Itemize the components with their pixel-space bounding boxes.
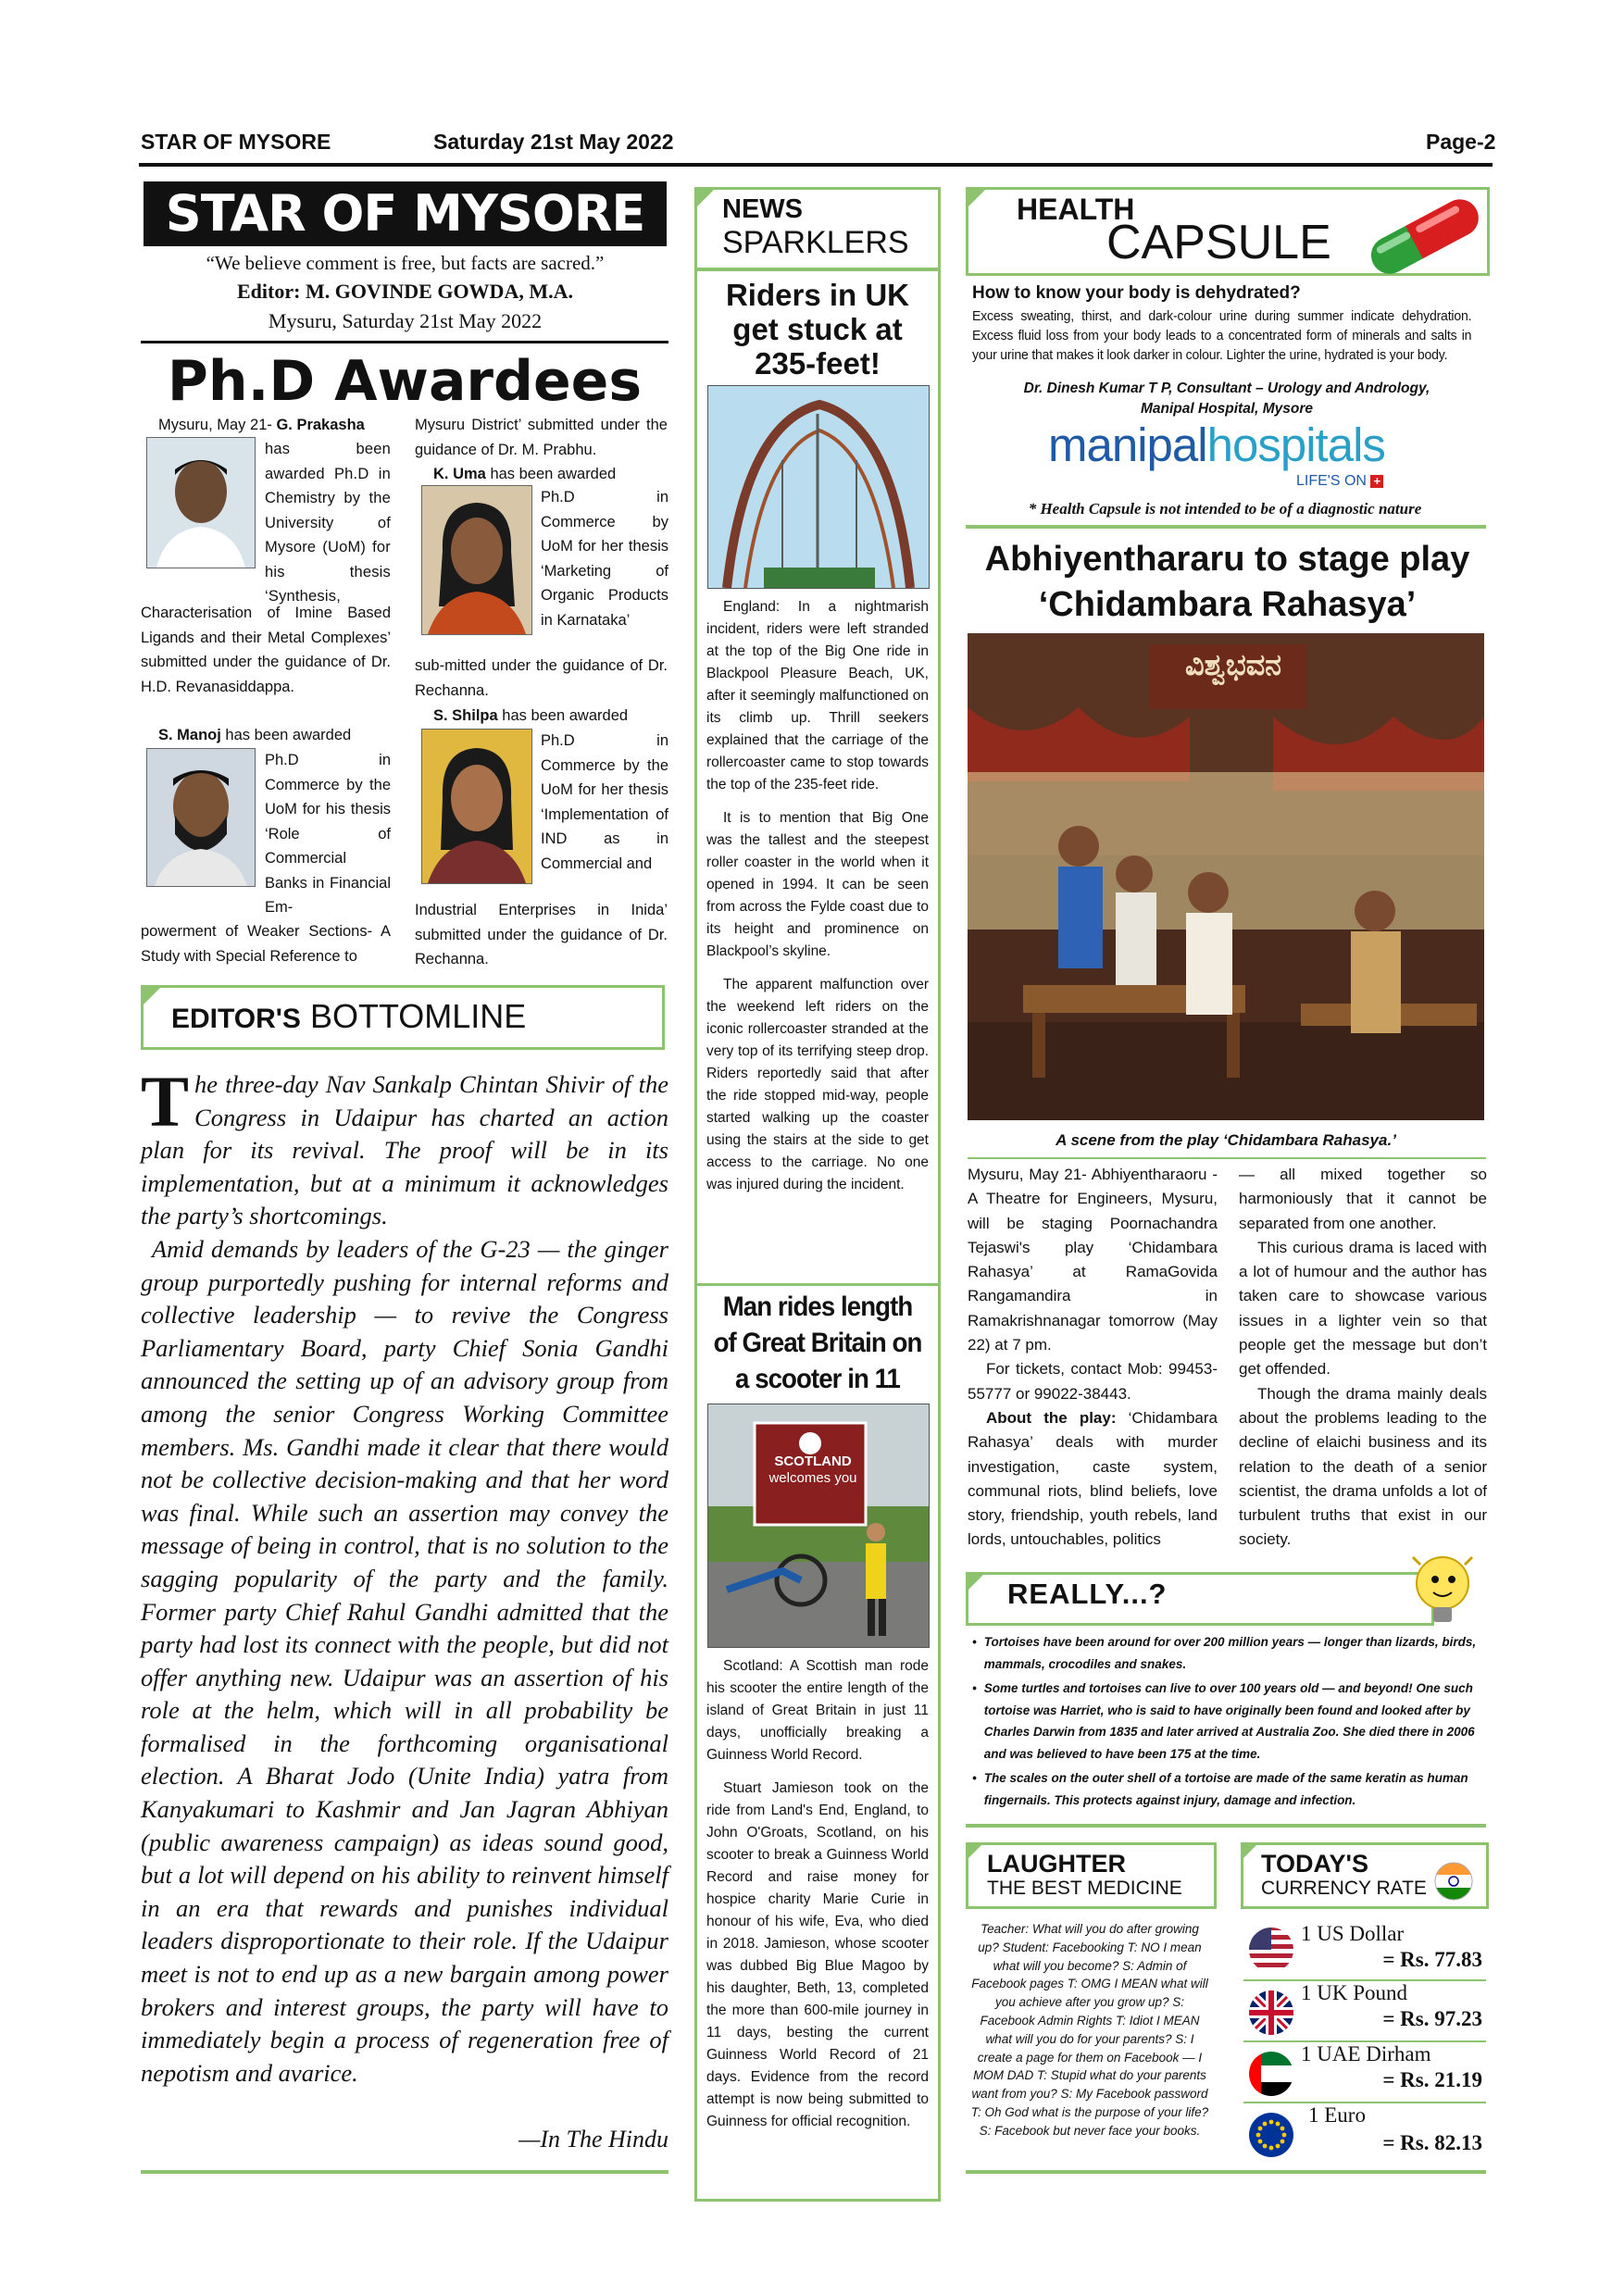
play-caption-rule xyxy=(968,1157,1486,1159)
phd-manoj-lead: S. Manoj has been awarded xyxy=(158,727,352,743)
currency-value: = Rs. 21.19 xyxy=(1382,2068,1482,2091)
phd-shilpa-wrap: Ph.D in Commerce by the UoM for her thesis ‘Implementation of IND as in Commercial and xyxy=(541,732,668,872)
currency-name: 1 US Dollar xyxy=(1301,1922,1405,1945)
really-list xyxy=(972,1631,1487,1811)
phd-uma-lead: K. Uma has been awarded xyxy=(433,466,617,482)
phd-prakasha-lead: Mysuru, May 21- G. Prakasha xyxy=(158,417,365,433)
news-corner xyxy=(694,187,717,209)
really-item: • Tortoises have been around for over 200 million years — longer than lizards, birds, mammals, crocodiles and snakes. xyxy=(972,1635,1477,1671)
play-photo xyxy=(968,633,1484,1120)
masthead-rule xyxy=(141,341,668,343)
news1-body xyxy=(706,596,929,1196)
currency-rates xyxy=(1243,1916,1486,2166)
phd-title: Ph.D Awardees xyxy=(167,349,643,414)
editorial-bottom-rule xyxy=(141,2170,668,2174)
editorial-label-bold: EDITOR'S xyxy=(171,1004,301,1034)
manipal-logo-part2: hospitals xyxy=(1206,418,1385,471)
phd-prakasha-wrap: has been awarded Ph.D in Chemistry by the University of Mysore (UoM) for his thesis ‘Synthesis, xyxy=(265,441,391,605)
play-col1-p3: About the play: ‘Chidambara Rahasya’ deals with murder investigation, caste system, communal riots, blind beliefs, love story, friendship, youth rebels, land lords, untouchables, politics xyxy=(968,1408,1218,1549)
play-col2-p3: Though the drama mainly deals about the problems leading to the decline of elaichi business and its relation to the death of a senior scientist, the drama unfolds a lot of turbulent truths that exist in our society. xyxy=(1239,1384,1487,1549)
editorial-p2: Amid demands by leaders of the G-23 — the ginger group purportedly pushing for internal reforms and collective leadership — to revive the Congress Parliamentary Board, party Chief Sonia Gandhi announced the setting up of an advisory group from among the senior Congress Working Committee members. Ms. Gandhi made it clear that there would not be collective decision-making and that her word was final. While such an assertion may convey the message of being in control, that is no solution to the sagging popularity of the party and the family. Former party Chief Rahul Gandhi admitted that the party had lost its connect with the people, but did not offer anything new. Udaipur was an assertion of his role at the helm, which will in all probability be formalised in the forthcoming organisational election. A Bharat Jodo (Unite India) yatra from Kanyakumari to Kashmir and Jan Jagran Abhiyan (public awareness campaign) as ideas sound good, but a lot will depend on his ability to reinvent himself in an era that rewards and punishes individual leaders disproportionate to their role. If the Udaipur meet is not to end up as a new bargain among power brokers and interest groups, the party will have to immediately begin a process of regeneration free of nepotism and avarice. xyxy=(141,1234,668,2087)
health-text: Excess sweating, thirst, and dark-colour urine during summer indicate dehydration. Excess fluid loss from your body leads to a concentrated form of minerals and salts in your urine that makes it look darker in colour. Lighter the urine, hydrated is your body. xyxy=(972,309,1472,363)
laughter-joke: Teacher: What will you do after growing up? Student: Facebooking T: NO I mean what will you become? S: Admin of Facebook pages T: OMG I MEAN what will you achieve after you grow up? S: Facebook Admin Rights T: Idiot I MEAN what will you do for your parents? S: I create a page for them on Facebook — I MOM DAD T: Stupid what do your parents want from you? S: My Facebook password T: Oh God what is the purpose of your life? S: Facebook but never face your books. xyxy=(970,1922,1209,2138)
play-headline-line1: Abhiyenthararu to stage play xyxy=(984,540,1470,579)
play-col1-p1: Mysuru, May 21- Abhiyentharaoru - A Theatre for Engineers, Mysuru, will be staging Poornachandra Tejaswi's play ‘Chidambara Rahasya’ at RamaGovida Rangamandira in Ramakrishnanagar tomorrow (May 22) at 7 pm. xyxy=(968,1166,1218,1354)
currency-label-light: CURRENCY RATE xyxy=(1261,1878,1427,1899)
phd-manoj-rest: powerment of Weaker Sections- A Study with Special Reference to xyxy=(141,923,391,965)
photo-prakasha xyxy=(146,437,256,568)
header-rule xyxy=(139,163,1493,167)
phd-shilpa-lead: S. Shilpa has been awarded xyxy=(433,707,629,724)
news-label-light: SPARKLERS xyxy=(722,225,909,260)
editorial-body xyxy=(141,1061,668,2090)
play-col2 xyxy=(1239,1163,1487,1553)
uae-flag-icon xyxy=(1247,2050,1295,2098)
editorial-corner xyxy=(141,985,163,1007)
paper-name: STAR OF MYSORE xyxy=(141,130,331,154)
health-question: How to know your body is dehydrated? xyxy=(972,283,1301,303)
health-bottom-rule xyxy=(966,525,1486,529)
play-caption: A scene from the play ‘Chidambara Rahasya.’ xyxy=(1056,1131,1396,1149)
news2-p1: Scotland: A Scottish man rode his scooter the entire length of the island of Great Britain in just 11 days, unofficially breaking a Guinness World Record. xyxy=(706,1658,929,1763)
play-headline-line2: ‘Chidambara Rahasya’ xyxy=(1038,585,1417,624)
news2-sign-line1: SCOTLAND xyxy=(774,1454,852,1469)
eu-flag-icon xyxy=(1247,2111,1295,2159)
play-col2-p1: — all mixed together so harmoniously that it cannot be separated from one another. xyxy=(1239,1166,1487,1232)
photo-shilpa xyxy=(421,729,532,884)
really-item: • The scales on the outer shell of a tortoise are made of the same keratin as human fingernails. This protects against injury, damage and infection. xyxy=(972,1771,1468,1807)
really-bottom-rule xyxy=(966,1824,1486,1828)
health-doctor-line1: Dr. Dinesh Kumar T P, Consultant – Urology and Andrology, xyxy=(1023,381,1430,396)
masthead-logo: STAR OF MYSORE xyxy=(144,181,667,246)
health-label-bold: HEALTH xyxy=(1017,193,1135,226)
currency-corner xyxy=(1241,1842,1259,1861)
news1-photo xyxy=(707,385,930,589)
phd-col1-intro xyxy=(141,413,391,438)
play-col1 xyxy=(968,1163,1218,1553)
currency-name: 1 Euro xyxy=(1308,2103,1366,2127)
news2-sign xyxy=(757,1454,868,1487)
uk-flag-icon xyxy=(1247,1989,1295,2037)
really-label: REALLY...? xyxy=(1007,1578,1168,1610)
currency-label-bold: TODAY'S xyxy=(1261,1850,1368,1878)
news1-headline: Riders in UK get stuck at 235-feet! xyxy=(725,278,910,381)
editorial-label-light: BOTTOMLINE xyxy=(309,997,527,1035)
manipal-tagline: LIFE'S ON + xyxy=(1296,473,1383,490)
page-number: Page-2 xyxy=(1426,130,1496,154)
currency-name: 1 UK Pound xyxy=(1301,1981,1408,2004)
phd-prakasha-rest: Characterisation of Imine Based Ligands and their Metal Complexes’ submitted under the guidance of Dr. H.D. Revanasiddappa. xyxy=(141,605,391,695)
news-divider xyxy=(697,1283,938,1286)
currency-row xyxy=(1243,1916,1486,1981)
manipal-logo-part1: manipal xyxy=(1048,418,1207,471)
news2-sign-line2: welcomes you xyxy=(768,1470,857,1486)
health-corner xyxy=(966,187,988,209)
laughter-corner xyxy=(966,1842,984,1861)
health-disclaimer: * Health Capsule is not intended to be of a diagnostic nature xyxy=(1028,500,1422,518)
currency-value: = Rs. 82.13 xyxy=(1382,2131,1482,2154)
editorial-credit: —In The Hindu xyxy=(518,2126,668,2152)
health-doctor-line2: Manipal Hospital, Mysore xyxy=(1140,401,1314,417)
currency-row xyxy=(1243,1981,1486,2042)
play-col1-p2: For tickets, contact Mob: 99453-55777 or 99022-38443. xyxy=(968,1360,1218,1403)
capsule-icon xyxy=(1354,191,1493,281)
phd-manoj-wrap: Ph.D in Commerce by the UoM for his thesis ‘Role of Commercial Banks in Financial Em- xyxy=(265,752,391,916)
news1-p2: It is to mention that Big One was the tallest and the steepest roller coaster in the world when it opened in 1994. It can be seen from across the Fylde coast due to its height and prominence on Blackpool’s skyline. xyxy=(706,810,929,959)
page-date: Saturday 21st May 2022 xyxy=(433,130,674,154)
phd-uma-wrap: Ph.D in Commerce by UoM for her thesis ‘Marketing of Organic Products in Karnataka’ xyxy=(541,489,668,629)
news1-p1: England: In a nightmarish incident, riders were left stranded at the top of the Big One ride in Blackpool Pleasure Beach, UK, after it seemingly malfunctioned on its climb up. Thrill seekers explained that the carriage of the rollercoaster came to stop towards the top of the 235-feet ride. xyxy=(706,599,929,792)
play-headline xyxy=(966,537,1489,628)
laughter-label-bold: LAUGHTER xyxy=(987,1850,1126,1878)
currency-name: 1 UAE Dirham xyxy=(1301,2042,1431,2065)
laughter-label-light: THE BEST MEDICINE xyxy=(987,1878,1182,1899)
india-flag-icon xyxy=(1433,1861,1474,1906)
bottom-rule-right xyxy=(966,2170,1486,2174)
news-label-bold: NEWS xyxy=(722,194,803,224)
really-item: • Some turtles and tortoises can live to over 100 years old — and beyond! One such tortoise was Harriet, who is said to have originally been found and looked after by Charles Darwin from 1835 and later arrived at Australia Zoo. She died there in 2006 and was believed to have been 175 at the time. xyxy=(972,1681,1475,1761)
photo-uma xyxy=(421,485,532,635)
editorial-p1: The three-day Nav Sankalp Chintan Shivir of the Congress in Udaipur has charted an action plan for its revival. The proof will be in its implementation, but at a minimum it acknowledges the party’s shortcomings. xyxy=(141,1061,668,1230)
photo-manoj xyxy=(146,748,256,887)
masthead-slogan: “We believe comment is free, but facts are sacred.” xyxy=(206,252,605,274)
manipal-logo xyxy=(1048,418,1385,473)
editorial-label xyxy=(171,996,526,1040)
news2-headline: Man rides length of Great Britain on a scooter in 11 xyxy=(713,1292,922,1394)
red-cross-icon: + xyxy=(1370,475,1383,488)
phd-col2-top: Mysuru District’ submitted under the guidance of Dr. M. Prabhu. xyxy=(415,417,668,458)
health-doctor xyxy=(968,379,1486,419)
masthead-editor: Editor: M. GOVINDE GOWDA, M.A. xyxy=(237,280,573,303)
phd-shilpa-rest: Industrial Enterprises in Inida’ submitted under the guidance of Dr. Rechanna. xyxy=(415,902,668,967)
currency-value: = Rs. 77.83 xyxy=(1382,1948,1482,1971)
news1-p3: The apparent malfunction over the weekend left riders on the iconic rollercoaster stranded at the very top of its terrifying steep drop. Riders reportedly said that after the ride stopped mid-way, people started walking up the coaster using the stairs at the side to get access to the carriage. No one was injured during the incident. xyxy=(706,977,929,1192)
really-corner xyxy=(966,1572,986,1592)
phd-uma-rest: sub-mitted under the guidance of Dr. Rechanna. xyxy=(415,657,668,699)
us-flag-icon xyxy=(1247,1926,1295,1974)
news2-photo xyxy=(707,1404,930,1648)
masthead-dateline: Mysuru, Saturday 21st May 2022 xyxy=(268,309,543,332)
news-header-rule xyxy=(697,268,938,271)
bulb-icon xyxy=(1405,1548,1480,1636)
news2-body xyxy=(706,1655,929,2133)
news2-p2: Stuart Jamieson took on the ride from Land's End, England, to John O'Groats, Scotland, on his scooter to break a Guinness World Record and raise money for hospice charity Marie Curie in honour of his wife, Eva, who died in 2018. Jamieson, whose scooter was dubbed Big Blue Magoo by his daughter, Beth, 13, completed the more than 600-mile journey in 11 days, besting the current Guinness World Record of 21 days. Evidence from the record attempt is now being submitted to Guinness for official recognition. xyxy=(706,1780,929,2129)
play-col2-p2: This curious drama is laced with a lot of humour and the author has taken care to showcase various issues in a lighter vein so that people get the message but don’t get offended. xyxy=(1239,1238,1487,1379)
play-banner-text: ವಿಶ್ವಭವನ xyxy=(1185,648,1282,681)
currency-value: = Rs. 97.23 xyxy=(1382,2007,1482,2030)
editorial-dropcap: T xyxy=(141,1061,190,1142)
currency-row xyxy=(1243,2103,1486,2166)
currency-row xyxy=(1243,2042,1486,2103)
health-label-light: CAPSULE xyxy=(1106,216,1331,269)
